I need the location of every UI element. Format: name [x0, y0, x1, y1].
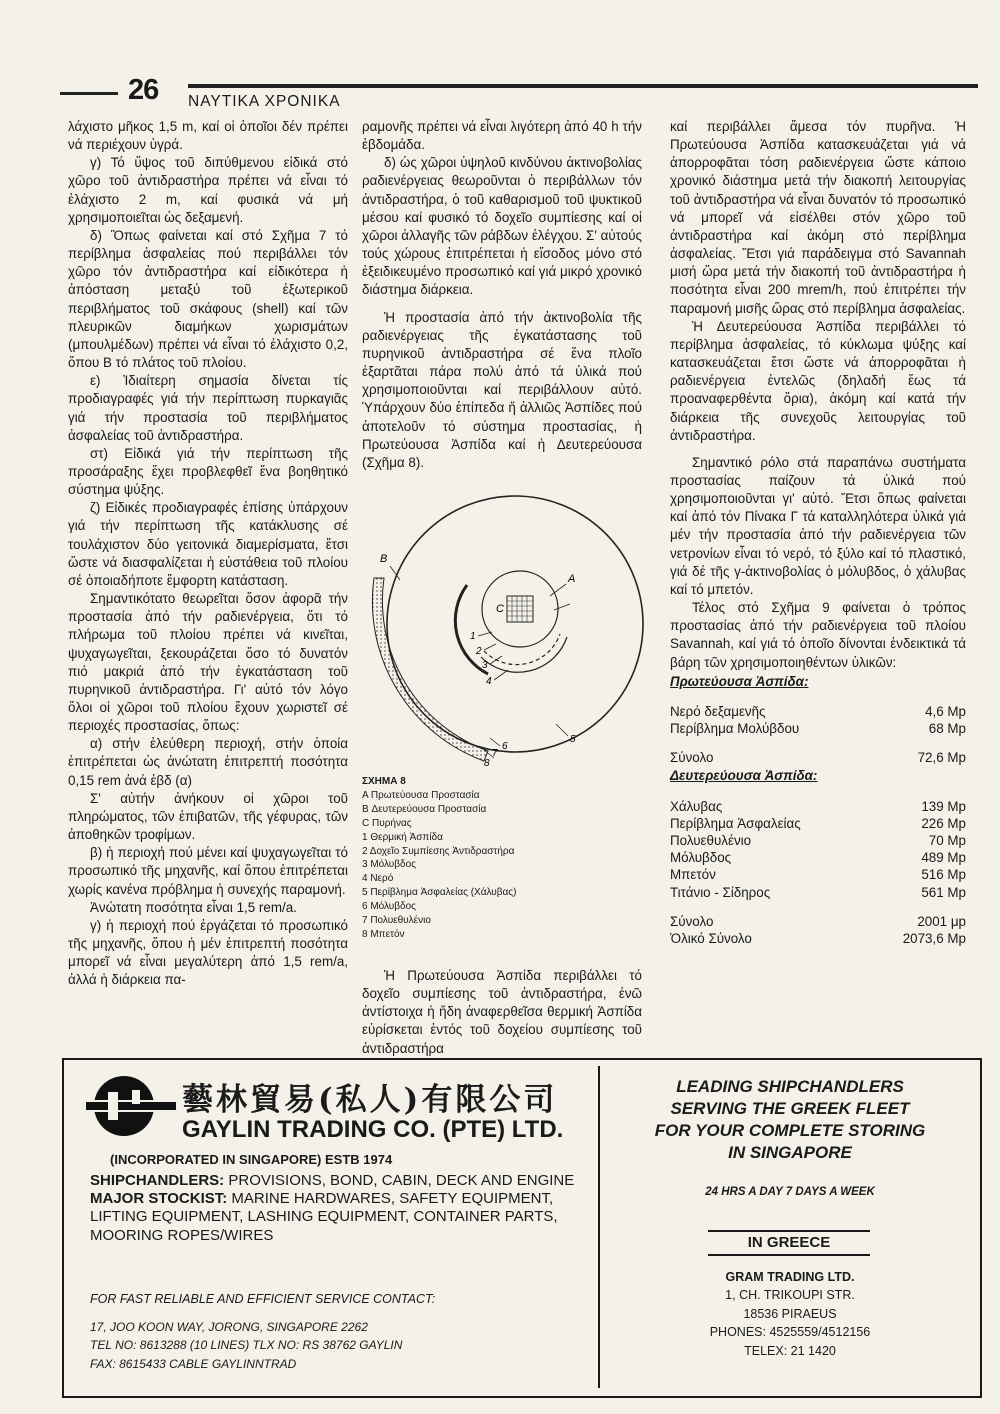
material-name: Νερό δεξαμενῆς	[670, 703, 766, 719]
shield-row	[670, 849, 966, 866]
secondary-shield-title: Δευτερεύουσα Ἀσπίδα:	[670, 768, 818, 784]
company-name: GAYLIN TRADING CO. (PTE) LTD.	[182, 1116, 564, 1143]
header-rule-left	[60, 92, 118, 95]
caption-title: ΣΧΗΜΑ 8	[362, 776, 406, 787]
caption-item: 4 Νερό	[362, 873, 394, 885]
material-name: Μόλυβδος	[670, 850, 732, 866]
paragraph: λάχιστο μῆκος 1,5 m, καί οἱ ὁποῖοι δέν πρέπει νά περιέχουν ὑγρά.	[68, 119, 348, 153]
material-name: Μπετόν	[670, 867, 716, 883]
paragraph: ε) Ἰδιαίτερη σημασία δίνεται τίς προδιαγραφές γιά τήν περίπτωση πυρκαγιᾶς γιά τήν προστασία τοῦ περιβλήματος ἀσφαλείας τοῦ ἀντιδραστήρα.	[68, 373, 348, 443]
slogan-line: SERVING THE GREEK FLEET	[670, 1099, 910, 1118]
label-3: 3	[482, 660, 488, 671]
paragraph: α) στήν ἐλεύθερη περιοχή, στήν ὁποία ἐπιτρέπεται ὡς ἀνώτατη ἐπιτρεπτή ποσότητα 0,15 rem ἀνά ἑβδ (α)	[68, 736, 348, 788]
paragraph: γ) ἡ περιοχή πού ἐργάζεται τό προσωπικό τῆς μηχανῆς, ὅπου ἡ μέν ἐπιτρεπτή ποσότητα μπορεῖ νά εἶναι μεγαλύτερη ἀπό 1,5 rem/a, ἀλλά ἡ διάρκεια πα-	[68, 917, 348, 988]
chinese-company-name: 藝林貿易(私人)有限公司	[182, 1082, 558, 1118]
paragraph: Ἡ Δευτερεύουσα Ἀσπίδα περιβάλλει τό περίβλημα ἀσφαλείας, τό κύκλωμα ψύξης καί κατασκευάζεται ἔτσι ὥστε νά ἀπορροφᾶται ἡ ραδιενέργεια ἐντελῶς (δηλαδή ἕως τά προαναφερθέντα ὅρια), ἀκόμη καί κατά τήν διάρκεια τῆς συνεχοῦς λειτουργίας τοῦ ἀντιδραστήρα.	[670, 318, 966, 443]
agent-city: 18536 PIRAEUS	[743, 1306, 837, 1321]
paragraph: Σ' αὐτήν ἀνήκουν οἱ χῶροι τοῦ πληρώματος, τῶν ἐπιβατῶν, τῆς γέφυρας, τῶν ἀποθηκῶν τροφίμων.	[68, 790, 348, 843]
total-label: Σύνολο	[670, 750, 714, 766]
ad-services	[90, 1172, 580, 1245]
paragraph: δ) ὡς χῶροι ὑψηλοῦ κινδύνου ἀκτινοβολίας ραδιενέργειας θεωροῦνται ὁ περιβάλλων τόν ἀντιδραστήρα, ὁ τοῦ καθαρισμοῦ τοῦ ψυκτικοῦ μέσου καί φυσικό τό δοχεῖο συμπίεσης καί οἱ χῶροι ἀλλαγῆς τῶν ράβδων ἐλέγχου. Σ' αὐτούς τούς χώρους ἐπιτρέπεται ἡ εἴσοδος μόνο στό ἐξειδικευμένο προσωπικό καί γιά μικρό χρονικό διάστημα διάρκεια.	[362, 155, 642, 298]
material-weight: 139 Mp	[921, 798, 966, 814]
paragraph: Ἡ Πρωτεύουσα Ἀσπίδα περιβάλλει τό δοχεῖο συμπίεσης τοῦ ἀντιδραστήρα, ἐνῶ ἀντίστοιχα ἡ ἤδη ἀναφερθεῖσα θερμική Ἀσπίδα εὑρίσκεται ἐντός τοῦ δοχείου συμπίεσης τοῦ ἀντιδραστήρα	[362, 968, 642, 1056]
slogan-line: IN SINGAPORE	[728, 1143, 852, 1162]
shipchandlers-text: PROVISIONS, BOND, CABIN, DECK AND ENGINE	[228, 1172, 575, 1189]
article-column-2-lower	[362, 967, 642, 1058]
label-6: 6	[502, 741, 508, 752]
shield-row	[670, 815, 966, 832]
caption-item: B Δευτερεύουσα Προστασία	[362, 803, 487, 815]
paragraph: δ) Ὅπως φαίνεται καί στό Σχῆμα 7 τό περίβλημα ἀσφαλείας πού περιβάλλει τόν χῶρο τόν ἀντιδραστήρα καί εἰδικότερα ἡ ἀπόσταση μεταξύ τοῦ ἐξωτερικοῦ περιβλήματος τοῦ σκάφους (shell) καί τῶν πλευρικῶν διαμήκων χωρισμάτων (μπουλμέδων) πρέπει νά εἶναι τό ἐλάχιστο 0,2, ὅπου Β τό πλάτος τοῦ πλοίου.	[68, 227, 348, 371]
grand-total-value: 2073,6 Mp	[902, 931, 966, 947]
thermal-shield-arc	[481, 637, 567, 672]
leader-lines	[390, 566, 570, 758]
caption-item: 3 Μόλυβδος	[362, 859, 416, 871]
magazine-title: ΝΑΥΤΙΚΑ ΧΡΟΝΙΚΑ	[188, 93, 341, 110]
total-value: 2001 μp	[917, 913, 966, 929]
caption-item: 5 Περίβλημα Ἀσφαλείας (Χάλυβας)	[362, 887, 517, 899]
core-grid	[507, 596, 533, 622]
gaylin-logo-icon	[86, 1070, 176, 1142]
caption-item: 1 Θερμική Ἀσπίδα	[362, 831, 443, 843]
in-greece-heading: IN GREECE	[708, 1230, 870, 1256]
agent-name: GRAM TRADING LTD.	[725, 1270, 855, 1284]
agent-phones: PHONES: 4525559/4512156	[709, 1325, 871, 1340]
slogan	[606, 1076, 974, 1164]
slogan-line: FOR YOUR COMPLETE STORING	[654, 1121, 926, 1140]
article-column-1	[68, 118, 348, 990]
label-B: B	[380, 553, 388, 565]
ad-slogan-panel	[606, 1070, 974, 1390]
figure-8-caption	[362, 775, 516, 942]
shield-row	[670, 720, 966, 737]
shield-total-row	[670, 749, 966, 766]
total-label: Σύνολο	[670, 913, 714, 929]
figure-8-diagram	[360, 494, 650, 776]
material-weight: 226 Mp	[921, 815, 966, 831]
address: 17, JOO KOON WAY, JORONG, SINGAPORE 2262	[90, 1319, 368, 1334]
shield-row	[670, 866, 966, 883]
label-4: 4	[486, 676, 492, 687]
caption-item: C Πυρήνας	[362, 817, 412, 829]
outer-shield-band	[372, 578, 488, 761]
paragraph: Ἡ προστασία ἀπό τήν ἀκτινοβολία τῆς ραδιενέργειας τῆς ἐγκατάστασης τοῦ πυρηνικοῦ ἀντιδραστήρα σέ ἕνα πλοῖο ἐξαρτᾶται πάρα πολύ ἀπό τά ὑλικά πού χρησιμοποιοῦνται καί περιβάλλουν αὐτό. Ὑπάρχουν δύο ἐπίπεδα ἤ ἀλλιῶς Ἀσπίδες πού ἀποτελοῦν τό σύστημα προστασίας, ἡ Πρωτεύουσα Ἀσπίδα καί ἡ Δευτερεύουσα (Σχῆμα 8).	[362, 309, 642, 470]
contact-line: FOR FAST RELIABLE AND EFFICIENT SERVICE CONTACT:	[90, 1292, 436, 1306]
fax: FAX: 8615433 CABLE GAYLINNTRAD	[90, 1356, 297, 1371]
agent-address: 1, CH. TRIKOUPI STR.	[725, 1288, 855, 1303]
caption-item: 6 Μόλυβδος	[362, 901, 416, 913]
telephone: TEL NO: 8613288 (10 LINES) TLX NO: RS 38762 GAYLIN	[90, 1338, 403, 1352]
agent-telex: TELEX: 21 1420	[744, 1343, 836, 1358]
ad-contact	[90, 1290, 580, 1373]
paragraph: γ) Τό ὕψος τοῦ διπύθμενου εἰδικά στό χῶρο τοῦ ἀντιδραστήρα πρέπει νά εἶναι τό ἐλάχιστο 2 m, καί φυσικά νά μή χρησιμοποιεῖται ὡς δεξαμενή.	[68, 155, 348, 225]
material-weight: 4,6 Mp	[925, 703, 966, 719]
caption-item: 8 Μπετόν	[362, 928, 405, 940]
header-rule-right	[188, 84, 978, 88]
paragraph: ραμονῆς πρέπει νά εἶναι λιγότερη ἀπό 40 h τήν ἑβδομάδα.	[362, 119, 642, 153]
stockist-text-2: LIFTING EQUIPMENT, LASHING EQUIPMENT, CONTAINER PARTS, MOORING ROPES/WIRES	[90, 1208, 558, 1244]
label-2: 2	[476, 646, 482, 657]
article-column-3	[670, 118, 966, 947]
label-8: 8	[484, 758, 490, 769]
caption-item: 7 Πολυεθυλένιο	[362, 915, 431, 927]
material-name: Χάλυβας	[670, 798, 723, 814]
material-name: Περίβλημα Ἀσφαλείας	[670, 815, 801, 831]
total-value: 72,6 Mp	[917, 750, 966, 766]
material-weight: 68 Mp	[928, 721, 966, 737]
reactor-vessel	[482, 571, 558, 647]
label-C: C	[496, 603, 504, 615]
material-name: Πολυεθυλένιο	[670, 833, 752, 849]
ad-company-panel	[86, 1070, 586, 1390]
page-number: 26	[128, 74, 159, 106]
material-weight: 70 Mp	[928, 833, 966, 849]
grand-total-row	[670, 930, 966, 947]
paragraph: β) ἡ περιοχή πού μένει καί ψυχαγωγεῖται τό προσωπικό τῆς μηχανῆς, καί ὅπου ἐπιτρέπεται χωρίς κανένα πρόβλημα ἡ συνεχής παραμονή.	[68, 845, 348, 897]
caption-item: A Πρωτεύουσα Προστασία	[362, 789, 480, 801]
paragraph: Τέλος στό Σχῆμα 9 φαίνεται ὁ τρόπος προστασίας ἀπό τήν ραδιενέργεια τοῦ πλοίου Savannah, καί γιά τό ὁποῖο δίνονται ἐνδεικτικά τά βάρη τῶν χρησιμοποιηθέντων ὑλικῶν:	[670, 600, 966, 670]
opening-hours: 24 HRS A DAY 7 DAYS A WEEK	[705, 1186, 875, 1198]
shield-total-row	[670, 913, 966, 930]
label-7: 7	[492, 748, 498, 759]
paragraph: Σημαντικό ρόλο στά παραπάνω συστήματα προστασίας παίζουν τά ὑλικά πού χρησιμοποιοῦνται γι' αὐτό. Ἔτσι ὅπως φαίνεται καί ἀπό τόν Πίνακα Γ τά καταλληλότερα ὑλικά γιά μέν τήν προστασία ἀπό τήν ραδιενέργεια τῶν νετρονίων εἶναι τό νερό, τό ξύλο καί τό πλαστικό, γιά δέ τῆς γ-ἀκτινοβολίας ὁ μόλυβδος, ὁ χάλυβας καί τό μπετόν.	[670, 454, 966, 597]
shield-row	[670, 832, 966, 849]
paragraph: Σημαντικότατο θεωρεῖται ὅσον ἀφορᾶ τήν προστασία ἀπό τήν ραδιενέργεια, ὅτι τό πλήρωμα τοῦ πλοίου πρέπει νά κινεῖται, ψυχαγωγεῖται, ξεκουράζεται ὅσο τό δυνατόν πιό μακριά ἀπό τήν ἐγκατάσταση τοῦ πυρηνικοῦ ἀντιδραστήρα. Γι' αὐτό τόν λόγο ὅλοι οἱ χῶροι τοῦ πλοίου ἔχουν χωριστεῖ σέ περιοχές προστασίας, ὅπως:	[68, 591, 348, 734]
primary-shield-title: Πρωτεύουσα Ἀσπίδα:	[670, 673, 809, 689]
gaylin-advertisement	[62, 1058, 982, 1398]
material-weight: 516 Mp	[921, 867, 966, 883]
shield-weights	[670, 673, 966, 948]
stockist-label: MAJOR STOCKIST:	[90, 1190, 228, 1208]
caption-item: 2 Δοχεῖο Συμπίεσης Ἀντιδραστήρα	[362, 845, 515, 857]
label-A: A	[568, 573, 576, 585]
material-weight: 489 Mp	[921, 850, 966, 866]
incorporation-line: (INCORPORATED IN SINGAPORE) ESTB 1974	[110, 1152, 393, 1167]
label-5: 5	[570, 734, 576, 745]
material-name: Περίβλημα Μολύβδου	[670, 721, 800, 737]
shield-row	[670, 798, 966, 815]
shipchandlers-label: SHIPCHANDLERS:	[90, 1172, 225, 1189]
greek-agent	[606, 1268, 974, 1360]
slogan-line: LEADING SHIPCHANDLERS	[676, 1077, 904, 1096]
material-name: Τιτάνιο - Σίδηρος	[670, 884, 771, 900]
material-weight: 561 Mp	[921, 884, 966, 900]
paragraph: στ) Εἰδικά γιά τήν περίπτωση τῆς προσάραξης ἔχει προβλεφθεῖ ἕνα βοηθητικό σύστημα ψύξης.	[68, 445, 348, 498]
grand-total-label: Ὁλικό Σύνολο	[670, 931, 752, 947]
paragraph: ζ) Εἰδικές προδιαγραφές ἐπίσης ὑπάρχουν γιά τήν περίπτωση τῆς κατάκλυσης σέ τουλάχιστον δύο γειτονικά διαμερίσματα, ἔτσι ὥστε νά διασφαλίζεται ἡ εὐστάθεια τοῦ πλοίου σέ ὁποιαδήποτε ἔμφορτη κατάσταση.	[68, 500, 348, 588]
article-column-2	[362, 118, 642, 472]
shield-row	[670, 884, 966, 901]
stockist-text: MARINE HARDWARES, SAFETY EQUIPMENT,	[231, 1190, 554, 1208]
reactor-core	[507, 596, 533, 622]
paragraph: καί περιβάλλει ἄμεσα τόν πυρῆνα. Ἡ Πρωτεύουσα Ἀσπίδα κατασκευάζεται γιά νά ἀπορροφᾶται τόση ραδιενέργεια ὥστε κάποιο χρονικό διάστημα μετά τήν διακοπή λειτουργίας τοῦ ἀντιδραστήρα νά εἶναι δυνατόν τό προσωπικό νά μπορεῖ νά εἰσέλθει στόν χῶρο τοῦ ἀντιδραστήρα καί ἀκόμη στό περίβλημα ἀσφαλείας. Ἔτσι γιά παράδειγμα στό Savannah μισή ὥρα μετά τήν διακοπή τοῦ ἀντιδραστήρα ἡ ποσότητα εἶναι 200 mrem/h, πού ἐπιτρέπει τήν παραμονή μισῆς ὥρας στό περίβλημα ἀσφαλείας.	[670, 119, 966, 316]
paragraph: Ἀνώτατη ποσότητα εἶναι 1,5 rem/a.	[90, 899, 297, 915]
shield-row	[670, 703, 966, 720]
ad-divider	[598, 1066, 600, 1388]
label-1: 1	[470, 631, 476, 642]
